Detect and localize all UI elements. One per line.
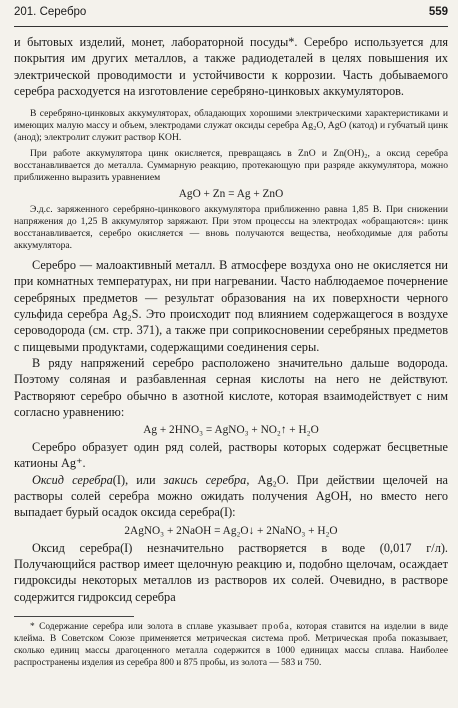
paragraph-silver-oxide [14, 472, 448, 521]
equation-nitric-acid: Ag + 2HNO₃ = AgNO₃ + NO₂↑ + H₂O [143, 424, 319, 437]
small-print-paragraph: При работе аккумулятора цинк окисляется, превращаясь в ZnO и Zn(OH)₂, а оксид серебра восстанавливается до металла. Суммарную реакцию, протекающую при разряде аккумулятора, можно приближенно выразить уравнением [14, 148, 448, 184]
paragraph: Серебро образует один ряд солей, растворы которых содержат бесцветные катионы Ag⁺. [14, 440, 448, 471]
small-print-paragraph: Э.д.с. заряженного серебряно-цинкового аккумулятора приближенно равна 1,85 В. При снижении напряжения до 1,25 В аккумулятор заряжают. При этом процессы на электродах «обращаются»: цинк восстанавливается, серебро окисляется — вновь получаются вещества, необходимые для работы аккумулятора. [14, 204, 448, 252]
term-silver-oxide: Оксид серебра [32, 472, 113, 487]
page-body [14, 34, 448, 605]
equation-precipitation: 2AgNO₃ + 2NaOH = Ag₂O↓ + 2NaNO₃ + H₂O [124, 524, 338, 537]
footnote [14, 621, 448, 669]
footnote-term: проба [261, 622, 290, 632]
paragraph: В ряду напряжений серебро расположено значительно дальше водорода. Поэтому соляная и разбавленная серная кислоты на него не действуют. Растворяют серебро обычно в азотной кислоте, которая взаимодействует с ним согласно уравнению: [14, 355, 448, 419]
paragraph: Оксид серебра(I) незначительно растворяется в воде (0,017 г/л). Получающийся раствор имеет щелочную реакцию и, подобно щелочам, осаждает гидроксиды некоторых металлов из растворов их солей. Очевидно, в растворе содержится гидроксид серебра [14, 540, 448, 604]
footnote-divider [14, 616, 134, 617]
equation-discharge: AgO + Zn = Ag + ZnO [178, 188, 284, 201]
paragraph: и бытовых изделий, монет, лабораторной посуды*. Серебро используется для покрытия им других металлов, а также радиодеталей в целях повышения их электрической проводимости и устойчивости к коррозии. Часть добываемого серебра расходуется на изготовление серебряно-цинковых аккумуляторов. [14, 35, 448, 98]
footnote-text: * Содержание серебра или золота в сплаве указывает [30, 622, 262, 632]
text-fragment: , Ag₂O. При действии щелочей на растворы солей серебра можно ожидать получения AgOH, но вместо него выпадает бурый осадок оксида серебра(I): [14, 472, 449, 520]
footnote-text: , которая ставится на изделии в виде клейма. В Советском Союзе применяется метрическая система проб. Метрическая проба показывает, сколько единиц массы драгоценного металла содержится в 1000 единицах массы сплава. Наиболее распространены изделия из серебра 800 и 875 пробы, из золота — 583 и 750. [14, 622, 448, 669]
paragraph: Серебро — малоактивный металл. В атмосфере воздуха оно не окисляется ни при комнатных температурах, ни при нагревании. Часто наблюдаемое почернение серебряных предметов — результат образования на их поверхности черного сульфида серебра Ag₂S. Это происходит под влиянием содержащегося в воздухе сероводорода (см. стр. 371), а также при соприкосновении серебряных предметов с пищевыми продуктами, содержащими соединения серы. [14, 258, 448, 354]
small-print-paragraph: В серебряно-цинковых аккумуляторах, обладающих хорошими электрическими характеристиками и имеющих малую массу и объем, электродами служат оксиды серебра Ag₂O, AgO (катод) и губчатый цинк (анод); электролит служит раствор KOH. [14, 108, 448, 144]
section-title: 201. Серебро [14, 6, 87, 18]
term-silver-suboxide: закись серебра [163, 472, 247, 487]
text-fragment: (I), или [112, 472, 164, 487]
page-number: 559 [428, 6, 448, 18]
page-header [14, 4, 448, 27]
